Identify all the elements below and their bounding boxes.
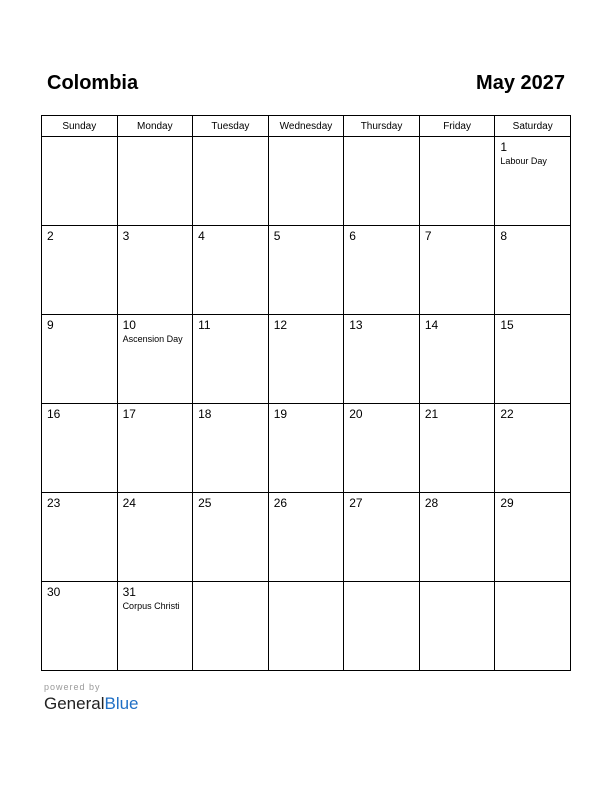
day-number: 3 — [122, 229, 130, 243]
weekday-wednesday: Wednesday — [268, 116, 344, 137]
day-number: 25 — [198, 496, 212, 510]
day-cell — [495, 315, 571, 404]
day-cell — [117, 315, 193, 404]
day-cell-content — [344, 493, 419, 581]
day-cell — [344, 226, 420, 315]
day-number: 18 — [198, 407, 212, 421]
day-cell-content — [344, 404, 419, 492]
day-number: 20 — [349, 407, 363, 421]
day-cell — [193, 404, 269, 493]
day-cell — [495, 493, 571, 582]
day-number: 4 — [198, 229, 205, 243]
day-cell — [344, 404, 420, 493]
day-cell — [268, 404, 344, 493]
day-number: 26 — [273, 496, 288, 510]
day-cell-content — [269, 315, 344, 403]
day-cell — [42, 137, 118, 226]
day-cell — [42, 493, 118, 582]
day-cell-content — [420, 137, 495, 225]
day-cell — [268, 582, 344, 671]
day-cell-content — [344, 582, 419, 670]
day-cell — [495, 404, 571, 493]
calendar-header — [47, 72, 565, 100]
day-cell-content — [420, 493, 495, 581]
day-cell-content — [420, 315, 495, 403]
day-number: 29 — [500, 496, 514, 510]
day-cell — [268, 493, 344, 582]
week-row — [42, 226, 571, 315]
day-cell — [268, 226, 344, 315]
day-number: 23 — [47, 496, 61, 510]
day-cell-content — [42, 137, 117, 225]
calendar-body — [42, 137, 571, 671]
calendar-grid — [41, 115, 571, 671]
day-cell — [42, 582, 118, 671]
day-cell — [42, 315, 118, 404]
day-cell — [193, 315, 269, 404]
day-cell-content — [118, 226, 193, 314]
day-number: 27 — [349, 496, 363, 510]
day-number: 15 — [500, 318, 514, 332]
weekday-header-row — [42, 116, 571, 137]
day-cell — [419, 226, 495, 315]
day-number: 24 — [122, 496, 136, 510]
week-row — [42, 493, 571, 582]
day-cell-content — [42, 226, 117, 314]
day-cell-content — [193, 404, 268, 492]
day-cell — [193, 137, 269, 226]
powered-by-text: powered by — [44, 682, 101, 692]
week-row — [42, 582, 571, 671]
month-title: May 2027 — [476, 72, 565, 94]
day-cell-content — [269, 493, 344, 581]
day-cell-content — [420, 226, 495, 314]
day-cell-content — [495, 315, 570, 403]
day-cell-content — [42, 582, 117, 670]
footer-branding — [44, 682, 139, 714]
day-cell — [42, 226, 118, 315]
day-cell — [495, 582, 571, 671]
day-cell-content — [495, 404, 570, 492]
day-cell-content — [495, 226, 570, 314]
day-cell — [117, 493, 193, 582]
day-number: 17 — [122, 407, 136, 421]
weekday-tuesday: Tuesday — [193, 116, 269, 137]
week-row — [42, 404, 571, 493]
day-cell — [268, 137, 344, 226]
day-cell-content — [495, 582, 570, 670]
holiday-label: Labour Day — [500, 156, 547, 166]
day-cell-content — [269, 404, 344, 492]
day-cell-content — [42, 493, 117, 581]
day-number: 7 — [424, 229, 432, 243]
day-cell-content — [269, 137, 344, 225]
day-cell — [268, 315, 344, 404]
day-cell-content — [344, 315, 419, 403]
day-cell-content — [118, 582, 193, 670]
day-cell-content — [193, 137, 268, 225]
day-cell-content — [420, 404, 495, 492]
day-cell — [419, 582, 495, 671]
day-cell — [344, 137, 420, 226]
day-number: 8 — [500, 229, 508, 243]
day-number: 1 — [500, 140, 508, 154]
day-cell-content — [42, 404, 117, 492]
brand-general: General — [44, 694, 105, 713]
day-number: 22 — [500, 407, 514, 421]
brand-logo — [44, 694, 139, 714]
day-cell-content — [269, 582, 344, 670]
day-cell — [117, 404, 193, 493]
weekday-monday: Monday — [117, 116, 193, 137]
day-number: 10 — [122, 318, 136, 332]
day-cell-content — [420, 582, 495, 670]
day-cell-content — [344, 137, 419, 225]
brand-blue: Blue — [104, 694, 139, 713]
day-cell-content — [193, 226, 268, 314]
weekday-friday: Friday — [419, 116, 495, 137]
day-cell — [42, 404, 118, 493]
day-cell-content — [269, 226, 344, 314]
day-cell-content — [193, 582, 268, 670]
day-number: 16 — [47, 407, 61, 421]
day-cell-content — [495, 137, 570, 225]
day-number: 13 — [349, 318, 363, 332]
day-cell — [495, 226, 571, 315]
day-cell-content — [42, 315, 117, 403]
day-cell — [193, 582, 269, 671]
day-number: 30 — [47, 585, 61, 599]
country-title: Colombia — [47, 72, 139, 94]
week-row — [42, 137, 571, 226]
day-number: 19 — [273, 407, 288, 421]
day-cell — [193, 493, 269, 582]
day-cell-content — [495, 493, 570, 581]
week-row — [42, 315, 571, 404]
day-cell — [117, 226, 193, 315]
day-cell-content — [118, 137, 193, 225]
day-number: 28 — [424, 496, 439, 510]
day-cell — [193, 226, 269, 315]
day-cell — [495, 137, 571, 226]
holiday-label: Corpus Christi — [122, 601, 180, 611]
day-number: 9 — [47, 318, 54, 332]
day-cell — [419, 315, 495, 404]
day-cell — [419, 404, 495, 493]
day-cell-content — [193, 493, 268, 581]
day-cell — [117, 137, 193, 226]
day-cell-content — [118, 315, 193, 403]
weekday-sunday: Sunday — [42, 116, 118, 137]
day-cell — [344, 315, 420, 404]
day-number: 11 — [198, 318, 211, 332]
day-cell — [344, 582, 420, 671]
day-cell — [419, 137, 495, 226]
day-cell — [419, 493, 495, 582]
day-number: 6 — [349, 229, 356, 243]
weekday-saturday: Saturday — [495, 116, 571, 137]
day-cell-content — [118, 404, 193, 492]
day-number: 31 — [122, 585, 136, 599]
day-number: 2 — [47, 229, 54, 243]
holiday-label: Ascension Day — [122, 334, 183, 344]
day-number: 21 — [424, 407, 439, 421]
day-cell — [344, 493, 420, 582]
day-number: 12 — [273, 318, 288, 332]
day-cell-content — [193, 315, 268, 403]
day-cell — [117, 582, 193, 671]
weekday-thursday: Thursday — [344, 116, 420, 137]
day-cell-content — [344, 226, 419, 314]
day-number: 14 — [424, 318, 439, 332]
day-cell-content — [118, 493, 193, 581]
day-number: 5 — [273, 229, 281, 243]
